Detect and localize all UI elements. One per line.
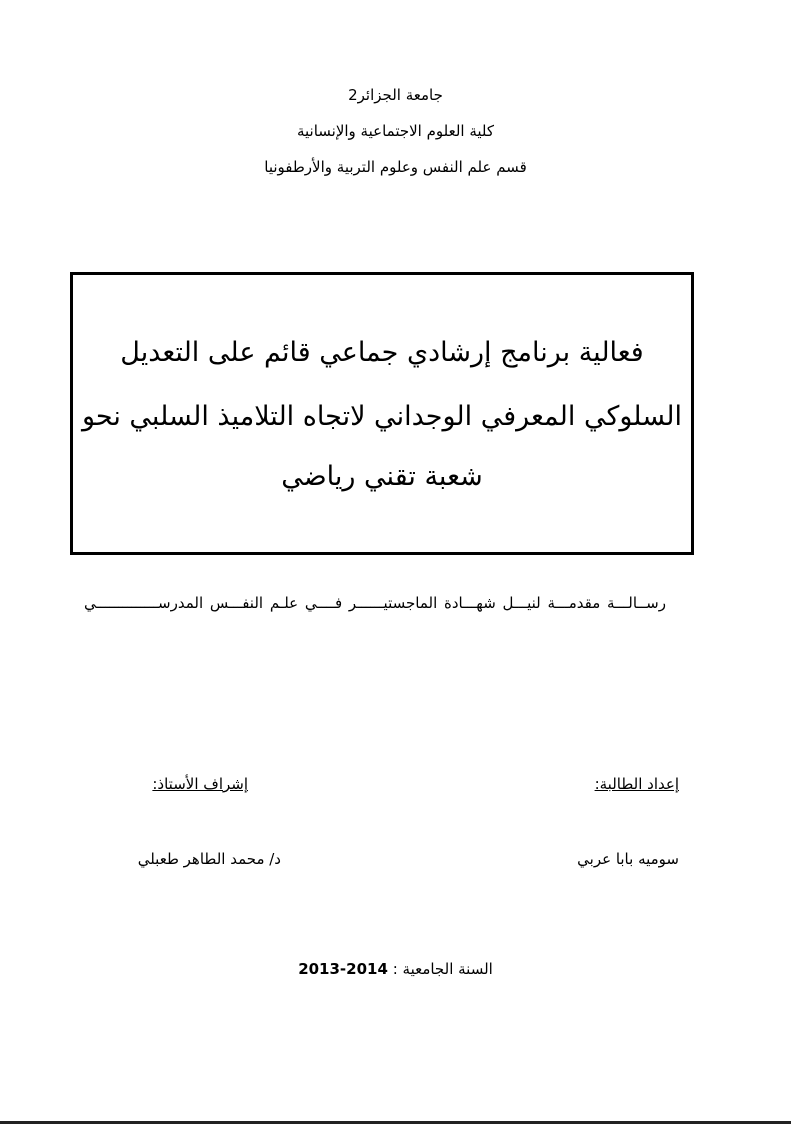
academic-year-label: السنة الجامعية : <box>392 960 493 978</box>
supervisor-name: د/ محمد الطاهر طعبلي <box>137 850 281 868</box>
prepared-by-label: إعداد الطالبة: <box>594 775 679 793</box>
title-line-2: السلوكي المعرفي الوجداني لاتجاه التلاميذ السلبي نحو <box>81 401 683 432</box>
university-name: جامعة الجزائر2 <box>348 86 443 104</box>
title-line-1: فعالية برنامج إرشادي جماعي قائم على التعديل <box>120 337 644 368</box>
page-bottom-rule <box>0 1121 791 1124</box>
supervision-label: إشراف الأستاذ: <box>152 775 248 793</box>
title-box <box>70 272 694 555</box>
academic-year-value: 2013-2014 <box>298 960 388 978</box>
faculty-name: كلية العلوم الاجتماعية والإنسانية <box>296 122 495 140</box>
student-name: سوميه بابا عربي <box>577 850 679 868</box>
thesis-degree-note: رســالـــة مقدمـــة لنيـــل شهـــادة الماجستيــــــر فــــي علـم النفـــس المدرســــــــــــــي <box>84 594 666 612</box>
department-name: قسم علم النفس وعلوم التربية والأرطفونيا <box>264 158 527 176</box>
academic-year <box>0 960 791 978</box>
title-line-3: شعبة تقني رياضي <box>281 461 483 492</box>
